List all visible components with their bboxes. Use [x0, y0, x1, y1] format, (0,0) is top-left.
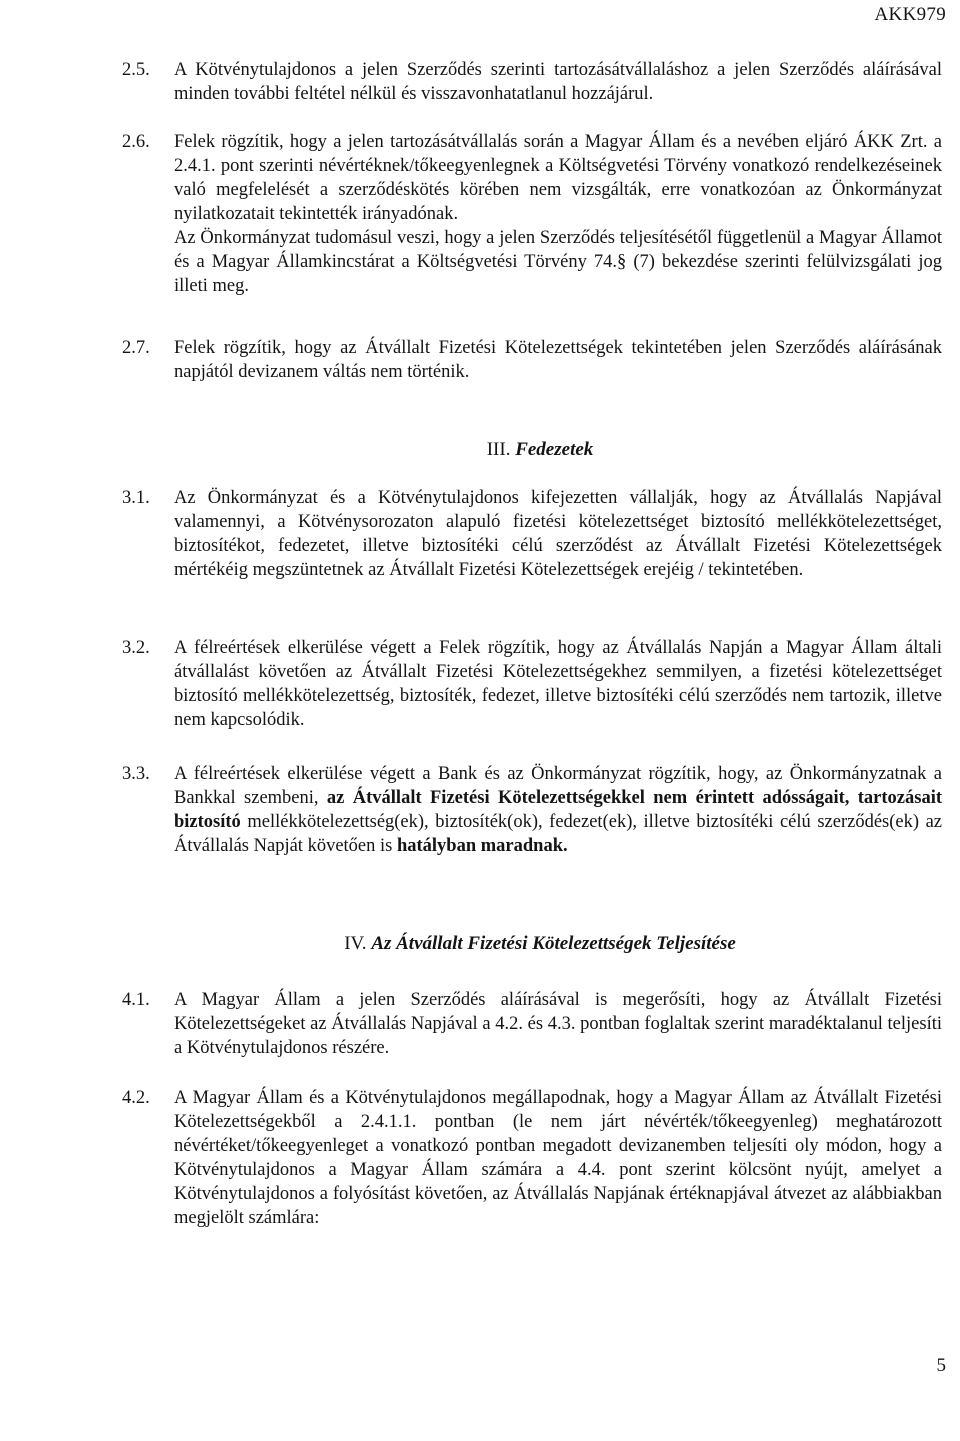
section-title: Az Átvállalt Fizetési Kötelezettségek Teljesítése: [371, 933, 736, 954]
section-heading-iii: [60, 438, 960, 462]
paragraph-text: [174, 762, 942, 858]
paragraph-bold-part: az Átvállalt Fizetési Kötelezettségekkel nem érintett adósságait, tartozásait biztosító: [174, 788, 942, 832]
paragraph-number: 4.1.: [122, 990, 150, 1010]
paragraph-bold-part: hatályban maradnak.: [396, 836, 568, 856]
section-number: III.: [486, 439, 511, 460]
paragraph-2-7: [122, 336, 942, 384]
paragraph-number: 3.2.: [122, 638, 150, 658]
paragraph-text: A félreértések elkerülése végett a Felek rögzítik, hogy az Átvállalás Napján a Magyar Állam általi átvállalást követően az Átvállalt Fizetési Kötelezettségekhez semmilyen, a fizetési kötelezettséget biztosító mellékkötelezettség, biztosíték, fedezet, illetve biztosítéki célú szerződés nem tartozik, illetve nem kapcsolódik.: [174, 638, 942, 730]
paragraph-number: 3.3.: [122, 764, 150, 784]
paragraph-text: Felek rögzítik, hogy az Átvállalt Fizetési Kötelezettségek tekintetében jelen Szerződés aláírásának napjától devizanem váltás nem történik.: [174, 338, 942, 382]
section-number: IV.: [344, 933, 367, 954]
paragraph-text-part: mellékkötelezettség(ek), biztosíték(ok), fedezet(ek), illetve biztosítéki célú szerződés(ek) az Átvállalás Napját követően is: [174, 812, 942, 856]
paragraph-text: Az Önkormányzat és a Kötvénytulajdonos kifejezetten vállalják, hogy az Átvállalás Napjával valamennyi, a Kötvénysorozaton alapuló fizetési kötelezettséget biztosító mellékkötelezettséget, biztosítékot, fedezetet, illetve biztosítéki célú szerződést az Átvállalt Fizetési Kötelezettségek mértékéig megszüntetnek az Átvállalt Fizetési Kötelezettségek erejéig / tekintetében.: [174, 488, 942, 580]
paragraph-text-part: A félreértések elkerülése végett a Bank és az Önkormányzat rögzítik, hogy, az Önkormányzatnak a Bankkal szembeni,: [174, 764, 942, 808]
paragraph-text-continued: Az Önkormányzat tudomásul veszi, hogy a jelen Szerződés teljesítésétől függetlenül a Magyar Államot és a Magyar Államkincstárat a Költségvetési Törvény 74.§ (7) bekezdése szerinti felülvizsgálati jog illeti meg.: [174, 228, 942, 296]
paragraph-text: A Magyar Állam a jelen Szerződés aláírásával is megerősíti, hogy az Átvállalt Fizetési Kötelezettségeket az Átvállalás Napjával a 4.2. és 4.3. pontban foglaltak szerint maradéktalanul teljesíti a Kötvénytulajdonos részére.: [174, 990, 942, 1058]
paragraph-number: 2.7.: [122, 338, 150, 358]
document-id: AKK979: [874, 4, 946, 25]
paragraph-2-5: [122, 58, 942, 106]
paragraph-number: 4.2.: [122, 1088, 150, 1108]
paragraph-4-2: [122, 1086, 942, 1230]
paragraph-text: A Magyar Állam és a Kötvénytulajdonos megállapodnak, hogy a Magyar Állam az Átvállalt Fizetési Kötelezettségekből a 2.4.1.1. pontban (le nem járt névérték/tőkeegyenleg) meghatározott névértéket/tőkeegyenleget a vonatkozó pontban megadott devizanemben teljesíti oly módon, hogy a Kötvénytulajdonos a Magyar Állam számára a 4.4. pont szerint kölcsönt nyújt, amelyet a Kötvénytulajdonos a folyósítást követően, az Átvállalás Napjának értéknapjával átvezet az alábbiakban megjelölt számlára:: [174, 1088, 942, 1228]
paragraph-text: A Kötvénytulajdonos a jelen Szerződés szerinti tartozásátvállaláshoz a jelen Szerződés aláírásával minden további feltétel nélkül és visszavonhatatlanul hozzájárul.: [174, 60, 942, 104]
paragraph-3-1: [122, 486, 942, 582]
paragraph-number: 2.5.: [122, 60, 150, 80]
page-number: 5: [936, 1355, 946, 1376]
paragraph-2-6: [122, 130, 942, 298]
paragraph-4-1: [122, 988, 942, 1060]
paragraph-number: 2.6.: [122, 132, 150, 152]
section-title: Fedezetek: [515, 439, 594, 460]
paragraph-3-3: [122, 762, 942, 858]
paragraph-number: 3.1.: [122, 488, 150, 508]
paragraph-3-2: [122, 636, 942, 732]
section-heading-iv: [60, 932, 960, 956]
paragraph-text: Felek rögzítik, hogy a jelen tartozásátvállalás során a Magyar Állam és a nevében eljáró ÁKK Zrt. a 2.4.1. pont szerinti névértéknek/tőkeegyenlegnek a Költségvetési Törvény vonatkozó rendelkezéseinek való megfelelését a szerződéskötés körében nem vizsgálták, erre vonatkozóan az Önkormányzat nyilatkozatait tekintették irányadónak.: [174, 132, 942, 224]
